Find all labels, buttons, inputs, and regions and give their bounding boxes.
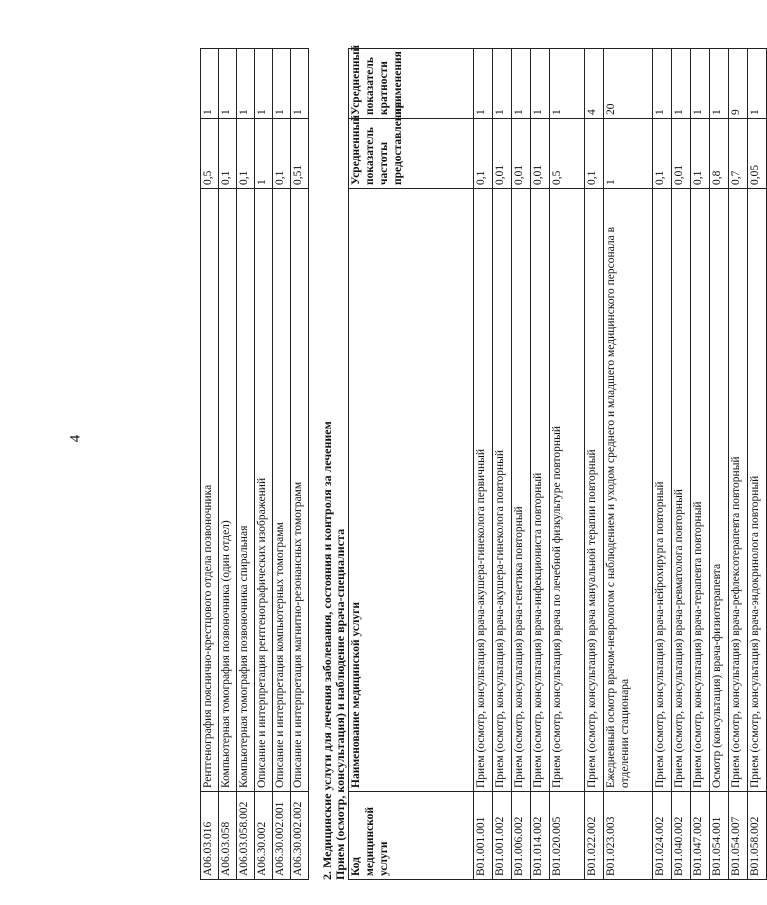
- cell-code: A06.03.016: [201, 792, 219, 880]
- cell-name: Описание и интерпретация компьютерных томограмм: [273, 189, 291, 792]
- table-row: [672, 49, 691, 880]
- cell-multiplicity: 1: [653, 49, 672, 119]
- cell-multiplicity: 1: [550, 49, 585, 119]
- cell-code: A06.30.002: [255, 792, 273, 880]
- cell-name: Прием (осмотр, консультация) врача-ревматолога повторный: [672, 189, 691, 792]
- cell-name: Прием (осмотр, консультация) врача-генетика повторный: [512, 189, 531, 792]
- cell-frequency: 0,1: [237, 119, 255, 189]
- table-row: [201, 49, 219, 880]
- cell-multiplicity: 1: [710, 49, 729, 119]
- cell-frequency: 0,7: [729, 119, 748, 189]
- cell-multiplicity: 1: [237, 49, 255, 119]
- cell-code: B01.006.002: [512, 792, 531, 880]
- cell-frequency: 1: [604, 119, 653, 189]
- cell-multiplicity: 4: [585, 49, 604, 119]
- cell-frequency: 0,01: [493, 119, 512, 189]
- header-name: Наименование медицинской услуги: [349, 189, 474, 792]
- table-row: [291, 49, 309, 880]
- section-title: 2. Медицинские услуги для лечения заболевания, состояния и контроля за лечением: [320, 421, 334, 880]
- table-row: [512, 49, 531, 880]
- cell-code: B01.024.002: [653, 792, 672, 880]
- cell-multiplicity: 1: [291, 49, 309, 119]
- table-header-row: [349, 49, 474, 880]
- cell-code: A06.03.058.002: [237, 792, 255, 880]
- cell-multiplicity: 1: [531, 49, 550, 119]
- cell-code: B01.023.003: [604, 792, 653, 880]
- cell-code: B01.001.001: [474, 792, 493, 880]
- cell-name: Прием (осмотр, консультация) врача-терапевта повторный: [691, 189, 710, 792]
- cell-frequency: 0,1: [653, 119, 672, 189]
- cell-frequency: 0,1: [474, 119, 493, 189]
- cell-name: Рентгенография пояснично-крестцового отдела позвоночника: [201, 189, 219, 792]
- cell-multiplicity: 1: [691, 49, 710, 119]
- table-row: [493, 49, 512, 880]
- cell-multiplicity: 1: [672, 49, 691, 119]
- cell-multiplicity: 1: [512, 49, 531, 119]
- cell-name: Прием (осмотр, консультация) врача-акушера-гинеколога первичный: [474, 189, 493, 792]
- services-table-continued: [200, 48, 309, 880]
- cell-name: Прием (осмотр, консультация) врача мануальной терапии повторный: [585, 189, 604, 792]
- cell-multiplicity: 1: [273, 49, 291, 119]
- cell-name: Осмотр (консультация) врача-физиотерапевта: [710, 189, 729, 792]
- cell-code: B01.001.002: [493, 792, 512, 880]
- cell-name: Прием (осмотр, консультация) врача-эндокринолога повторный: [748, 189, 767, 792]
- table-row: [474, 49, 493, 880]
- cell-name: Прием (осмотр, консультация) врача по лечебной физкультуре повторный: [550, 189, 585, 792]
- cell-code: B01.040.002: [672, 792, 691, 880]
- table-row: [710, 49, 729, 880]
- table-row: [273, 49, 291, 880]
- cell-code: B01.058.002: [748, 792, 767, 880]
- cell-name: Описание и интерпретация рентгенографических изображений: [255, 189, 273, 792]
- table-row: [691, 49, 710, 880]
- treatment-services-table: [348, 44, 767, 880]
- cell-name: Ежедневный осмотр врачом-неврологом с наблюдением и уходом среднего и младшего медицинского персонала в отделении стационара: [604, 189, 653, 792]
- cell-code: B01.054.001: [710, 792, 729, 880]
- cell-code: A06.30.002.002: [291, 792, 309, 880]
- cell-code: A06.30.002.001: [273, 792, 291, 880]
- header-multiplicity: Усредненный показатель кратности применения: [349, 49, 474, 119]
- cell-frequency: 0,1: [273, 119, 291, 189]
- cell-frequency: 0,05: [748, 119, 767, 189]
- cell-frequency: 0,51: [291, 119, 309, 189]
- rotated-page-content: [200, 44, 761, 880]
- cell-multiplicity: 1: [493, 49, 512, 119]
- cell-code: B01.054.007: [729, 792, 748, 880]
- cell-frequency: 0,1: [691, 119, 710, 189]
- table-row: [550, 49, 585, 880]
- cell-frequency: 0,1: [219, 119, 237, 189]
- table-row: [237, 49, 255, 880]
- cell-name: Прием (осмотр, консультация) врача-инфекциониста повторный: [531, 189, 550, 792]
- cell-frequency: 0,01: [512, 119, 531, 189]
- cell-frequency: 0,01: [531, 119, 550, 189]
- cell-frequency: 0,1: [585, 119, 604, 189]
- cell-name: Компьютерная томография позвоночника спиральная: [237, 189, 255, 792]
- table-row: [604, 49, 653, 880]
- cell-code: B01.020.005: [550, 792, 585, 880]
- cell-name: Компьютерная томография позвоночника (один отдел): [219, 189, 237, 792]
- section-subtitle: Прием (осмотр, консультация) и наблюдение врача-специалиста: [333, 528, 347, 880]
- cell-name: Описание и интерпретация магнитно-резонансных томограмм: [291, 189, 309, 792]
- cell-multiplicity: 1: [748, 49, 767, 119]
- cell-name: Прием (осмотр, консультация) врача-нейрохирурга повторный: [653, 189, 672, 792]
- cell-frequency: 0,8: [710, 119, 729, 189]
- cell-multiplicity: 1: [255, 49, 273, 119]
- table-row: [531, 49, 550, 880]
- cell-code: B01.022.002: [585, 792, 604, 880]
- cell-frequency: 0,5: [550, 119, 585, 189]
- table-row: [653, 49, 672, 880]
- cell-frequency: 1: [255, 119, 273, 189]
- cell-multiplicity: 1: [474, 49, 493, 119]
- cell-name: Прием (осмотр, консультация) врача-акушера-гинеколога повторный: [493, 189, 512, 792]
- cell-multiplicity: 1: [201, 49, 219, 119]
- cell-code: B01.014.002: [531, 792, 550, 880]
- cell-multiplicity: 1: [219, 49, 237, 119]
- table-row: [255, 49, 273, 880]
- table-row: [585, 49, 604, 880]
- page-number: 4: [67, 434, 84, 443]
- cell-frequency: 0,01: [672, 119, 691, 189]
- cell-name: Прием (осмотр, консультация) врача-рефлексотерапевта повторный: [729, 189, 748, 792]
- cell-frequency: 0,5: [201, 119, 219, 189]
- table-row: [729, 49, 748, 880]
- table-row: [748, 49, 767, 880]
- table-row: [219, 49, 237, 880]
- cell-multiplicity: 9: [729, 49, 748, 119]
- header-code: Код медицинской услуги: [349, 792, 474, 880]
- cell-code: B01.047.002: [691, 792, 710, 880]
- cell-code: A06.03.058: [219, 792, 237, 880]
- header-frequency: Усредненный показатель частоты предоставления: [349, 119, 474, 189]
- cell-multiplicity: 20: [604, 49, 653, 119]
